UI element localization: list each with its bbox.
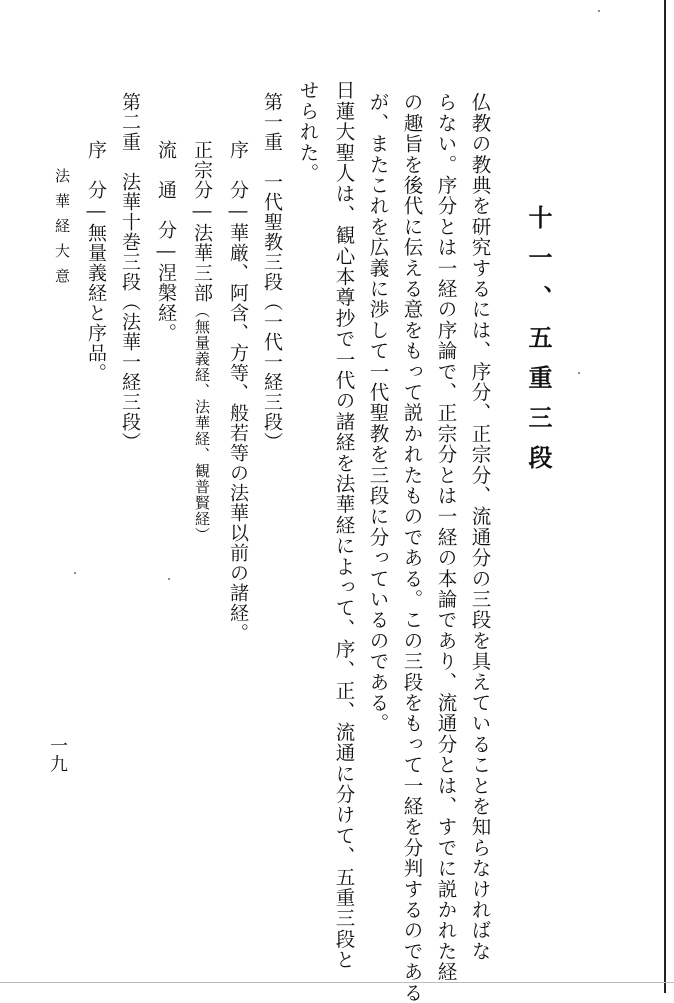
outline-heading-second: 第二重 法華十巻三段（法華一経三段） xyxy=(119,92,141,452)
outline-heading-first: 第一重 一代聖教三段（一代一経三段） xyxy=(261,92,283,452)
body-line: 仏教の教典を研究するには、序分、正宗分、流通分の三段を具えていることを知らなければな xyxy=(468,92,492,962)
chapter-title: 十一、五重三段 xyxy=(524,205,553,485)
outline-item-main-text: 正宗分―法華三部 xyxy=(191,140,213,303)
outline-item-main xyxy=(192,140,211,543)
page-number: 一九 xyxy=(47,736,68,773)
body-line: が、またこれを広義に渉して一代聖教を三段に分っているのである。 xyxy=(366,92,390,734)
outline-item-transmission: 流 通 分―涅槃経。 xyxy=(155,140,177,343)
scan-speck xyxy=(168,578,170,580)
body-line: 日蓮大聖人は、観心本尊抄で一代の諸経を法華経によって、序、正、流通に分けて、五重三段と xyxy=(332,80,356,971)
running-header: 法華経大意 xyxy=(53,168,71,293)
scan-speck xyxy=(598,10,600,12)
outline-item-second-preface: 序 分―無量義経と序品。 xyxy=(85,140,107,383)
scan-speck xyxy=(74,572,76,574)
body-line: らない。序分とは一経の序論で、正宗分とは一経の本論であり、流通分とは、すでに説かれた経 xyxy=(434,92,458,983)
scan-speck xyxy=(578,372,580,374)
body-line: の趣旨を後代に伝える意をもって説かれたものである。この三段をもって一経を分判するのである xyxy=(400,92,424,1003)
outline-item-preface: 序 分―華厳、阿含、方等、般若等の法華以前の諸経。 xyxy=(227,140,249,643)
page-edge-bottom xyxy=(0,982,674,983)
body-line: せられた。 xyxy=(296,80,320,184)
outline-item-main-note: （無量義経、法華経、観普賢経） xyxy=(193,303,211,543)
page-edge xyxy=(664,0,666,993)
